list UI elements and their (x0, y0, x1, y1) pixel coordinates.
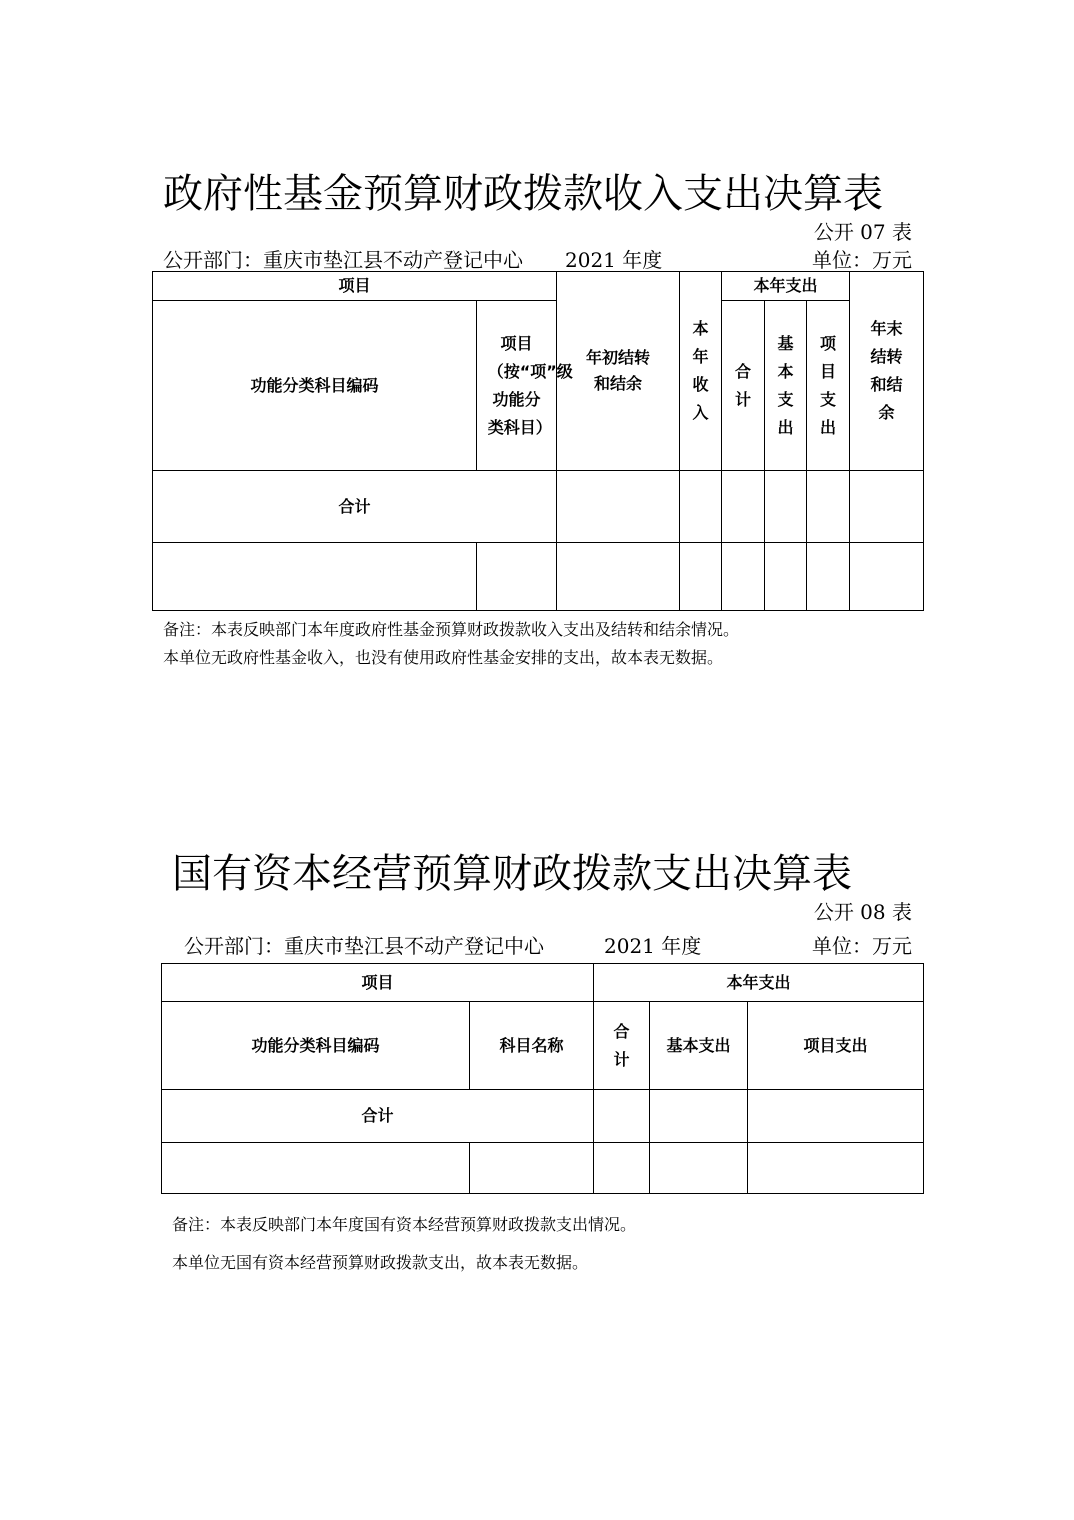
table07-unit: 单位：万元 (812, 248, 912, 272)
header-expense: 本年支出 (722, 272, 850, 301)
cell (594, 1090, 650, 1143)
cell (850, 471, 924, 543)
table08-number: 公开 08 表 (813, 900, 912, 924)
table-row (162, 1143, 924, 1194)
cell (765, 543, 807, 611)
header-expense-total: 合计 (722, 301, 765, 471)
cell (765, 471, 807, 543)
cell (680, 471, 722, 543)
cell (850, 543, 924, 611)
cell (722, 471, 765, 543)
cell (594, 1143, 650, 1194)
header-expense-basic: 基本支出 (650, 1002, 748, 1090)
header-function-code: 功能分类科目编码 (153, 301, 477, 471)
cell (680, 543, 722, 611)
total-label: 合计 (153, 471, 557, 543)
cell (557, 543, 680, 611)
header-item: 项目 (153, 272, 557, 301)
header-begin-balance: 年初结转和结余 (557, 272, 680, 471)
table07-number: 公开 07 表 (813, 220, 912, 244)
header-expense-project: 项目支出 (748, 1002, 924, 1090)
table08-unit: 单位：万元 (812, 934, 912, 958)
table-row-total (153, 471, 924, 543)
table-row (153, 543, 924, 611)
cell (650, 1090, 748, 1143)
header-income: 本年收入 (680, 272, 722, 471)
cell (748, 1143, 924, 1194)
cell (153, 543, 477, 611)
cell (557, 471, 680, 543)
header-end-balance: 年末结转和结余 (850, 272, 924, 471)
cell (722, 543, 765, 611)
cell (650, 1143, 748, 1194)
header-item: 项目 (162, 964, 594, 1002)
table08-note1: 备注：本表反映部门本年度国有资本经营预算财政拨款支出情况。 (172, 1215, 637, 1234)
header-item-name: 项目（按“项”级功能分类科目） (477, 301, 557, 471)
table07-department: 公开部门：重庆市垫江县不动产登记中心 (163, 248, 523, 272)
total-label: 合计 (162, 1090, 594, 1143)
table-row-total (162, 1090, 924, 1143)
table07-note1: 备注：本表反映部门本年度政府性基金预算财政拨款收入支出及结转和结余情况。 (163, 620, 740, 639)
table07-title: 政府性基金预算财政拨款收入支出决算表 (163, 171, 883, 217)
table08-note2: 本单位无国有资本经营预算财政拨款支出，故本表无数据。 (172, 1253, 589, 1272)
header-expense-basic: 基本支出 (765, 301, 807, 471)
table07-year: 2021 年度 (565, 248, 663, 272)
cell (470, 1143, 594, 1194)
table07 (152, 271, 924, 611)
header-expense-project: 项目支出 (807, 301, 850, 471)
cell (807, 543, 850, 611)
cell (748, 1090, 924, 1143)
cell (162, 1143, 470, 1194)
cell (807, 471, 850, 543)
cell (477, 543, 557, 611)
table07-note2: 本单位无政府性基金收入，也没有使用政府性基金安排的支出，故本表无数据。 (163, 648, 724, 667)
table08-title: 国有资本经营预算财政拨款支出决算表 (172, 851, 852, 897)
header-function-code: 功能分类科目编码 (162, 1002, 470, 1090)
header-expense: 本年支出 (594, 964, 924, 1002)
table08-department: 公开部门：重庆市垫江县不动产登记中心 (184, 934, 544, 958)
header-subject-name: 科目名称 (470, 1002, 594, 1090)
table08-year: 2021 年度 (604, 934, 702, 958)
header-expense-total: 合计 (594, 1002, 650, 1090)
table08 (161, 963, 924, 1194)
